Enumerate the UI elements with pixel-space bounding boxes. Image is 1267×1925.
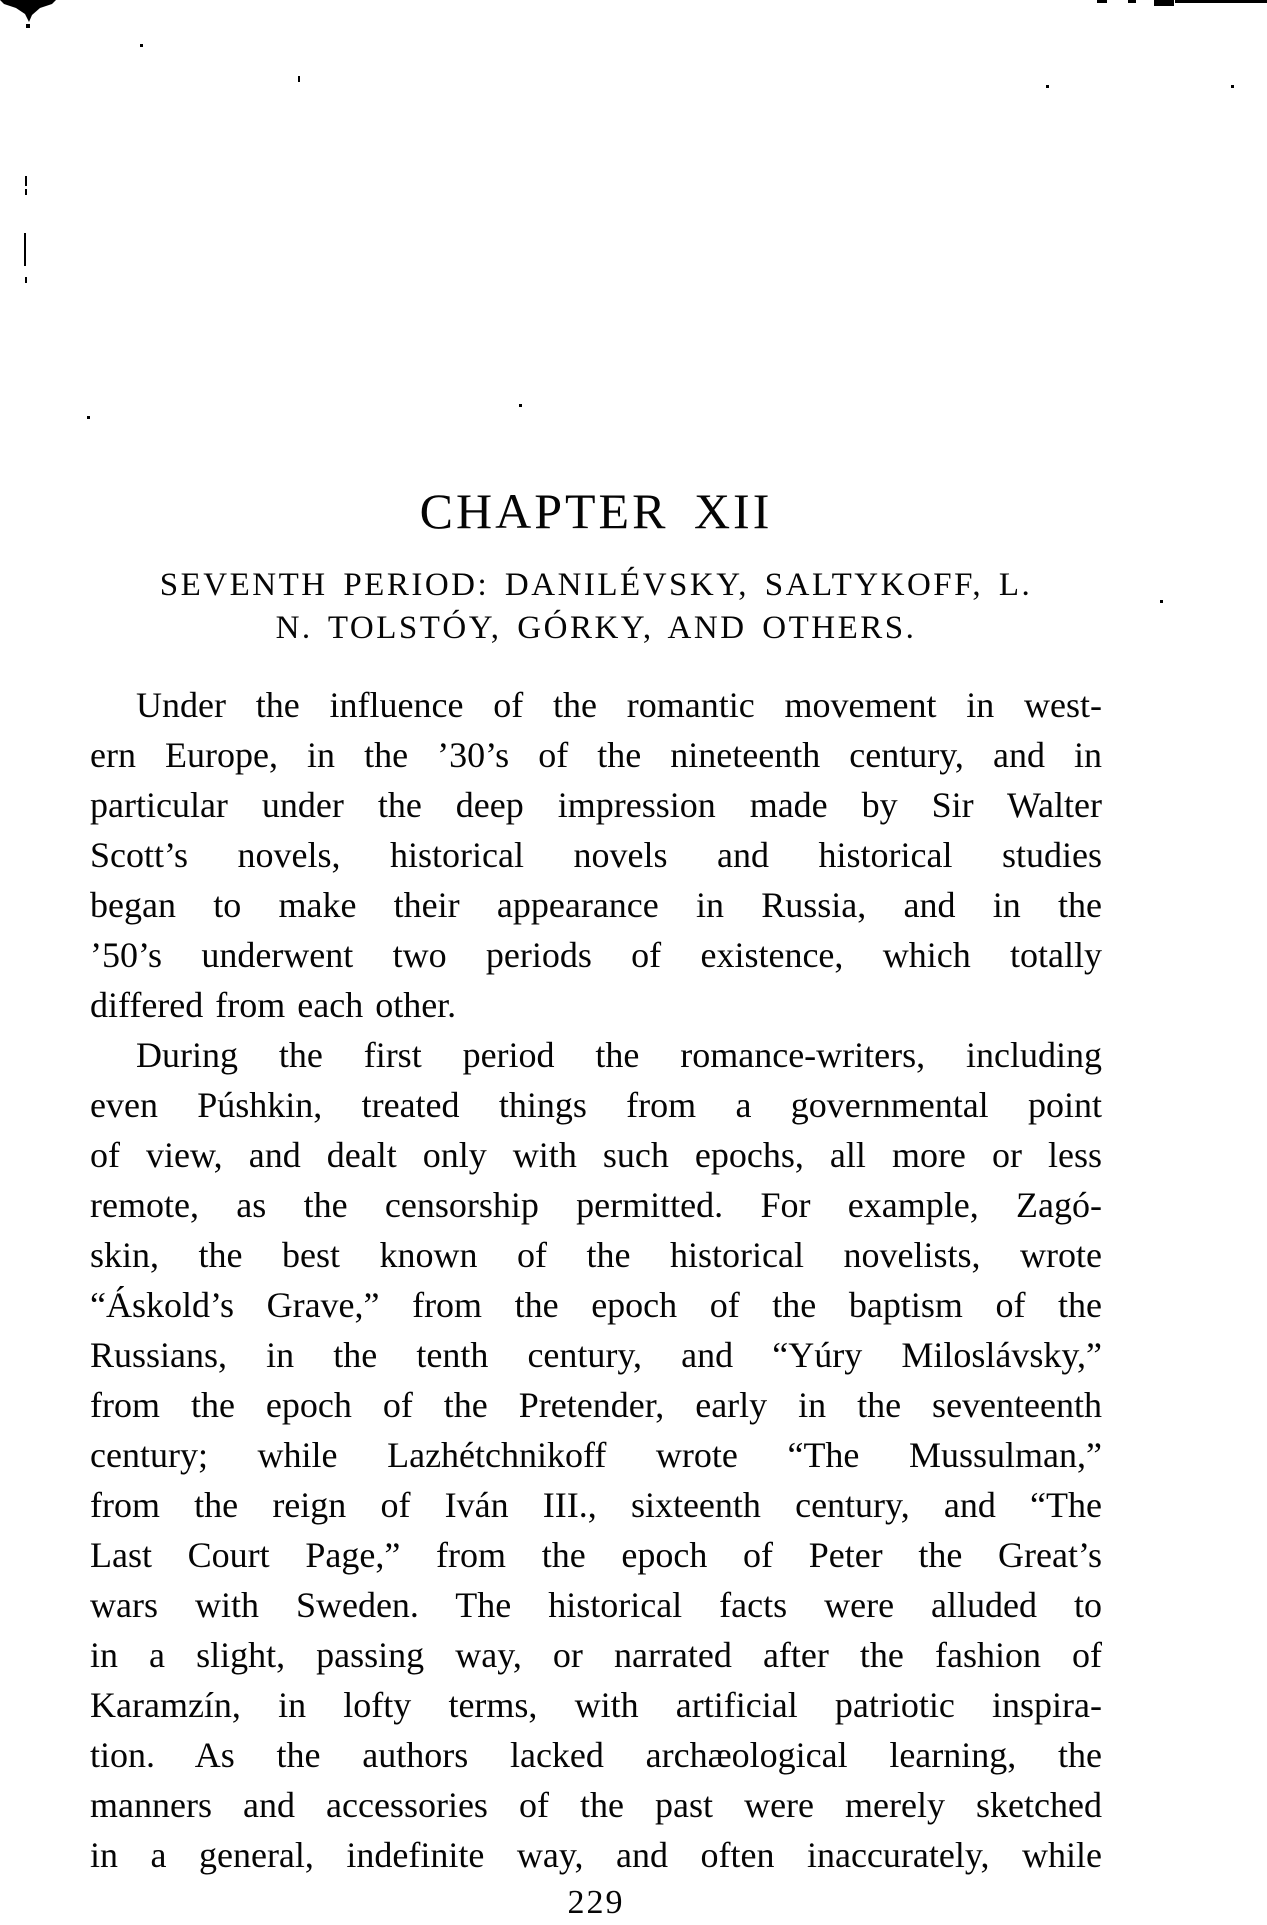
text-line: Karamzín, in lofty terms, with artificial patriotic inspira- xyxy=(90,1685,1102,1725)
text-line: century; while Lazhétchnikoff wrote “The Mussulman,” xyxy=(90,1435,1102,1475)
text-line: ’50’s underwent two periods of existence, which totally xyxy=(90,935,1102,975)
text-line: began to make their appearance in Russia, and in the xyxy=(90,885,1102,925)
scan-artifact-margin-mark-3 xyxy=(24,233,26,266)
text-line: wars with Sweden. The historical facts were alluded to xyxy=(90,1585,1102,1625)
text-line: manners and accessories of the past were merely sketched xyxy=(90,1785,1102,1825)
text-line: of view, and dealt only with such epochs, all more or less xyxy=(90,1135,1102,1175)
text-line: Last Court Page,” from the epoch of Peter the Great’s xyxy=(90,1535,1102,1575)
scan-artifact-margin-mark-4 xyxy=(25,277,27,283)
scan-artifact-speck-4 xyxy=(1231,85,1234,88)
text-line: from the reign of Iván III., sixteenth century, and “The xyxy=(90,1485,1102,1525)
text-line: remote, as the censorship permitted. For example, Zagó- xyxy=(90,1185,1102,1225)
chapter-subtitle xyxy=(62,564,1130,650)
scan-artifact-speck-1 xyxy=(140,44,143,47)
scan-artifact-margin-mark-2 xyxy=(25,189,27,195)
scan-artifact-speck-6 xyxy=(87,416,90,419)
scan-artifact-speck-5 xyxy=(519,404,522,407)
scan-artifact-speck-2 xyxy=(298,76,300,82)
scan-artifact-top-rule xyxy=(1175,0,1267,3)
text-line: During the first period the romance-writers, including xyxy=(136,1035,1102,1075)
chapter-subtitle-line-2: N. TOLSTÓY, GÓRKY, AND OTHERS. xyxy=(275,610,917,646)
scan-artifact-speck-7 xyxy=(1160,600,1163,603)
text-line: “Áskold’s Grave,” from the epoch of the baptism of the xyxy=(90,1285,1102,1325)
scan-artifact-top-dash-2 xyxy=(1128,0,1136,3)
scan-artifact-top-dash-1 xyxy=(1097,0,1107,3)
chapter-heading: CHAPTER XII xyxy=(419,483,773,539)
text-line: skin, the best known of the historical novelists, wrote xyxy=(90,1235,1102,1275)
text-line: from the epoch of the Pretender, early in the seventeenth xyxy=(90,1385,1102,1425)
page-number: 229 xyxy=(567,1884,625,1921)
text-line: in a slight, passing way, or narrated after the fashion of xyxy=(90,1635,1102,1675)
text-line: Scott’s novels, historical novels and historical studies xyxy=(90,835,1102,875)
text-line: particular under the deep impression made by Sir Walter xyxy=(90,785,1102,825)
text-line: differed from each other. xyxy=(90,985,457,1025)
text-line: Under the influence of the romantic movement in west- xyxy=(136,685,1102,725)
scan-artifact-speck-3 xyxy=(1046,85,1049,88)
scan-artifact-top-dash-3 xyxy=(1154,0,1174,6)
text-line: ern Europe, in the ’30’s of the nineteenth century, and in xyxy=(90,735,1102,775)
text-line: even Púshkin, treated things from a governmental point xyxy=(90,1085,1102,1125)
scan-artifact-margin-mark-1 xyxy=(25,176,27,186)
scan-artifact-corner-blob xyxy=(0,0,60,32)
text-line: tion. As the authors lacked archæological learning, the xyxy=(90,1735,1102,1775)
text-line: in a general, indefinite way, and often inaccurately, while xyxy=(90,1835,1102,1875)
chapter-subtitle-line-1: SEVENTH PERIOD: DANILÉVSKY, SALTYKOFF, L. xyxy=(159,567,1033,603)
body-text xyxy=(90,680,1102,1880)
text-line: Russians, in the tenth century, and “Yúry Miloslávsky,” xyxy=(90,1335,1102,1375)
